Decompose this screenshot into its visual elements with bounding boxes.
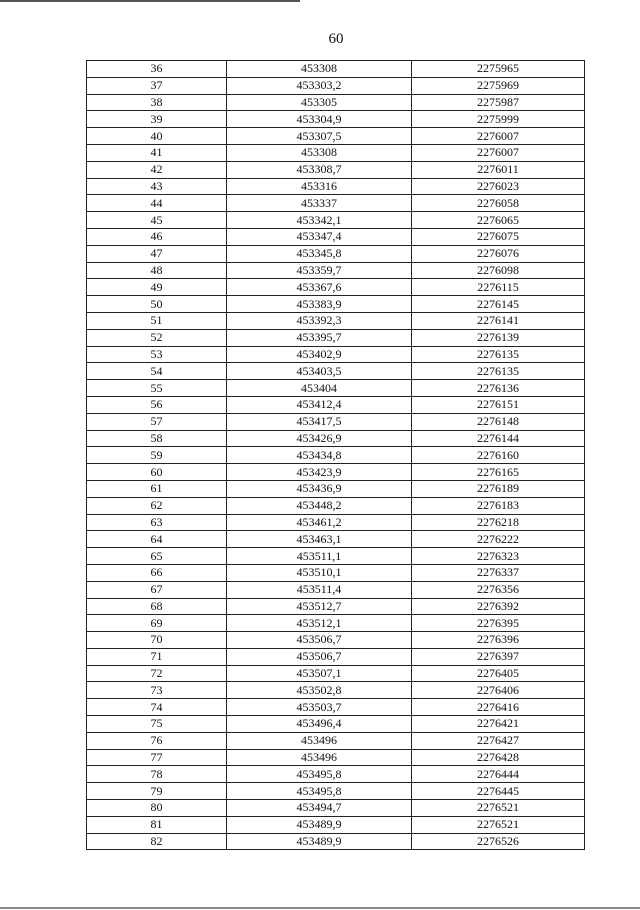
x-coordinate-cell: 453496	[227, 749, 412, 766]
point-number-cell: 82	[87, 833, 227, 850]
x-coordinate-cell: 453412,4	[227, 396, 412, 413]
y-coordinate-cell: 2276148	[412, 413, 585, 430]
point-number-cell: 43	[87, 178, 227, 195]
y-coordinate-cell: 2276075	[412, 228, 585, 245]
table-row	[87, 615, 585, 632]
x-coordinate-cell: 453461,2	[227, 514, 412, 531]
point-number-cell: 73	[87, 682, 227, 699]
scan-edge-top	[0, 0, 300, 2]
y-coordinate-cell: 2276405	[412, 665, 585, 682]
x-coordinate-cell: 453403,5	[227, 363, 412, 380]
point-number-cell: 69	[87, 615, 227, 632]
point-number-cell: 41	[87, 144, 227, 161]
page-number: 60	[328, 31, 344, 47]
x-coordinate-cell: 453308	[227, 144, 412, 161]
y-coordinate-cell: 2276023	[412, 178, 585, 195]
point-number-cell: 58	[87, 430, 227, 447]
point-number-cell: 80	[87, 800, 227, 817]
x-coordinate-cell: 453496,4	[227, 716, 412, 733]
table-row	[87, 228, 585, 245]
x-coordinate-cell: 453392,3	[227, 312, 412, 329]
y-coordinate-cell: 2276098	[412, 262, 585, 279]
table-row	[87, 598, 585, 615]
y-coordinate-cell: 2275969	[412, 77, 585, 94]
x-coordinate-cell: 453489,9	[227, 833, 412, 850]
y-coordinate-cell: 2276396	[412, 632, 585, 649]
point-number-cell: 37	[87, 77, 227, 94]
x-coordinate-cell: 453337	[227, 195, 412, 212]
point-number-cell: 36	[87, 61, 227, 78]
point-number-cell: 81	[87, 816, 227, 833]
table-row	[87, 245, 585, 262]
point-number-cell: 67	[87, 581, 227, 598]
y-coordinate-cell: 2276521	[412, 800, 585, 817]
y-coordinate-cell: 2276165	[412, 464, 585, 481]
y-coordinate-cell: 2276416	[412, 699, 585, 716]
x-coordinate-cell: 453496	[227, 732, 412, 749]
x-coordinate-cell: 453303,2	[227, 77, 412, 94]
point-number-cell: 60	[87, 464, 227, 481]
table-row	[87, 833, 585, 850]
point-number-cell: 72	[87, 665, 227, 682]
y-coordinate-cell: 2276406	[412, 682, 585, 699]
point-number-cell: 39	[87, 111, 227, 128]
y-coordinate-cell: 2275965	[412, 61, 585, 78]
point-number-cell: 74	[87, 699, 227, 716]
y-coordinate-cell: 2276427	[412, 732, 585, 749]
table-row	[87, 380, 585, 397]
table-row	[87, 732, 585, 749]
table-row	[87, 111, 585, 128]
table-row	[87, 447, 585, 464]
point-number-cell: 68	[87, 598, 227, 615]
table-row	[87, 816, 585, 833]
y-coordinate-cell: 2276444	[412, 766, 585, 783]
y-coordinate-cell: 2276183	[412, 497, 585, 514]
x-coordinate-cell: 453316	[227, 178, 412, 195]
point-number-cell: 62	[87, 497, 227, 514]
table-row	[87, 514, 585, 531]
point-number-cell: 57	[87, 413, 227, 430]
x-coordinate-cell: 453503,7	[227, 699, 412, 716]
y-coordinate-cell: 2276145	[412, 296, 585, 313]
y-coordinate-cell: 2276323	[412, 548, 585, 565]
y-coordinate-cell: 2276144	[412, 430, 585, 447]
table-row	[87, 396, 585, 413]
point-number-cell: 61	[87, 480, 227, 497]
x-coordinate-cell: 453404	[227, 380, 412, 397]
table-row	[87, 699, 585, 716]
table-row	[87, 61, 585, 78]
x-coordinate-cell: 453494,7	[227, 800, 412, 817]
point-number-cell: 71	[87, 648, 227, 665]
x-coordinate-cell: 453512,1	[227, 615, 412, 632]
x-coordinate-cell: 453511,1	[227, 548, 412, 565]
table-row	[87, 682, 585, 699]
point-number-cell: 38	[87, 94, 227, 111]
y-coordinate-cell: 2276428	[412, 749, 585, 766]
table-row	[87, 195, 585, 212]
point-number-cell: 79	[87, 783, 227, 800]
y-coordinate-cell: 2276135	[412, 363, 585, 380]
x-coordinate-cell: 453436,9	[227, 480, 412, 497]
table-row	[87, 531, 585, 548]
y-coordinate-cell: 2276065	[412, 212, 585, 229]
y-coordinate-cell: 2276189	[412, 480, 585, 497]
table-row	[87, 464, 585, 481]
table-row	[87, 783, 585, 800]
table-row	[87, 94, 585, 111]
y-coordinate-cell: 2276136	[412, 380, 585, 397]
x-coordinate-cell: 453307,5	[227, 128, 412, 145]
table-row	[87, 161, 585, 178]
table-row	[87, 766, 585, 783]
y-coordinate-cell: 2276115	[412, 279, 585, 296]
table-row	[87, 279, 585, 296]
x-coordinate-cell: 453502,8	[227, 682, 412, 699]
point-number-cell: 70	[87, 632, 227, 649]
x-coordinate-cell: 453308	[227, 61, 412, 78]
table-row	[87, 665, 585, 682]
y-coordinate-cell: 2276007	[412, 144, 585, 161]
x-coordinate-cell: 453506,7	[227, 648, 412, 665]
table-row	[87, 212, 585, 229]
scan-edge-bottom	[0, 907, 640, 909]
point-number-cell: 78	[87, 766, 227, 783]
point-number-cell: 53	[87, 346, 227, 363]
coordinates-table	[86, 60, 585, 850]
y-coordinate-cell: 2276139	[412, 329, 585, 346]
table-row	[87, 144, 585, 161]
x-coordinate-cell: 453495,8	[227, 766, 412, 783]
x-coordinate-cell: 453448,2	[227, 497, 412, 514]
table-row	[87, 312, 585, 329]
point-number-cell: 55	[87, 380, 227, 397]
table-row	[87, 800, 585, 817]
x-coordinate-cell: 453367,6	[227, 279, 412, 296]
x-coordinate-cell: 453495,8	[227, 783, 412, 800]
table-row	[87, 413, 585, 430]
point-number-cell: 45	[87, 212, 227, 229]
point-number-cell: 75	[87, 716, 227, 733]
x-coordinate-cell: 453506,7	[227, 632, 412, 649]
table-row	[87, 716, 585, 733]
x-coordinate-cell: 453383,9	[227, 296, 412, 313]
table-row	[87, 77, 585, 94]
table-row	[87, 749, 585, 766]
point-number-cell: 64	[87, 531, 227, 548]
x-coordinate-cell: 453434,8	[227, 447, 412, 464]
x-coordinate-cell: 453510,1	[227, 564, 412, 581]
table-row	[87, 548, 585, 565]
point-number-cell: 49	[87, 279, 227, 296]
table-row	[87, 648, 585, 665]
y-coordinate-cell: 2276007	[412, 128, 585, 145]
y-coordinate-cell: 2275999	[412, 111, 585, 128]
y-coordinate-cell: 2276421	[412, 716, 585, 733]
table-row	[87, 480, 585, 497]
y-coordinate-cell: 2275987	[412, 94, 585, 111]
x-coordinate-cell: 453347,4	[227, 228, 412, 245]
point-number-cell: 46	[87, 228, 227, 245]
y-coordinate-cell: 2276160	[412, 447, 585, 464]
x-coordinate-cell: 453507,1	[227, 665, 412, 682]
point-number-cell: 77	[87, 749, 227, 766]
point-number-cell: 76	[87, 732, 227, 749]
y-coordinate-cell: 2276356	[412, 581, 585, 598]
y-coordinate-cell: 2276445	[412, 783, 585, 800]
table-row	[87, 430, 585, 447]
table-row	[87, 128, 585, 145]
point-number-cell: 42	[87, 161, 227, 178]
point-number-cell: 63	[87, 514, 227, 531]
point-number-cell: 65	[87, 548, 227, 565]
point-number-cell: 52	[87, 329, 227, 346]
table-row	[87, 497, 585, 514]
y-coordinate-cell: 2276058	[412, 195, 585, 212]
point-number-cell: 44	[87, 195, 227, 212]
y-coordinate-cell: 2276076	[412, 245, 585, 262]
y-coordinate-cell: 2276135	[412, 346, 585, 363]
x-coordinate-cell: 453308,7	[227, 161, 412, 178]
y-coordinate-cell: 2276392	[412, 598, 585, 615]
point-number-cell: 50	[87, 296, 227, 313]
table-row	[87, 581, 585, 598]
x-coordinate-cell: 453417,5	[227, 413, 412, 430]
y-coordinate-cell: 2276141	[412, 312, 585, 329]
x-coordinate-cell: 453463,1	[227, 531, 412, 548]
point-number-cell: 66	[87, 564, 227, 581]
table-row	[87, 363, 585, 380]
y-coordinate-cell: 2276222	[412, 531, 585, 548]
y-coordinate-cell: 2276218	[412, 514, 585, 531]
x-coordinate-cell: 453511,4	[227, 581, 412, 598]
x-coordinate-cell: 453489,9	[227, 816, 412, 833]
point-number-cell: 54	[87, 363, 227, 380]
table-row	[87, 632, 585, 649]
point-number-cell: 48	[87, 262, 227, 279]
table-row	[87, 178, 585, 195]
x-coordinate-cell: 453305	[227, 94, 412, 111]
point-number-cell: 59	[87, 447, 227, 464]
table-row	[87, 296, 585, 313]
table-row	[87, 329, 585, 346]
coordinates-table-body	[87, 61, 585, 850]
x-coordinate-cell: 453426,9	[227, 430, 412, 447]
x-coordinate-cell: 453395,7	[227, 329, 412, 346]
x-coordinate-cell: 453359,7	[227, 262, 412, 279]
x-coordinate-cell: 453304,9	[227, 111, 412, 128]
x-coordinate-cell: 453345,8	[227, 245, 412, 262]
point-number-cell: 51	[87, 312, 227, 329]
x-coordinate-cell: 453342,1	[227, 212, 412, 229]
point-number-cell: 56	[87, 396, 227, 413]
point-number-cell: 47	[87, 245, 227, 262]
table-row	[87, 262, 585, 279]
x-coordinate-cell: 453512,7	[227, 598, 412, 615]
y-coordinate-cell: 2276526	[412, 833, 585, 850]
x-coordinate-cell: 453402,9	[227, 346, 412, 363]
y-coordinate-cell: 2276011	[412, 161, 585, 178]
y-coordinate-cell: 2276395	[412, 615, 585, 632]
x-coordinate-cell: 453423,9	[227, 464, 412, 481]
y-coordinate-cell: 2276151	[412, 396, 585, 413]
table-row	[87, 564, 585, 581]
y-coordinate-cell: 2276521	[412, 816, 585, 833]
y-coordinate-cell: 2276337	[412, 564, 585, 581]
y-coordinate-cell: 2276397	[412, 648, 585, 665]
point-number-cell: 40	[87, 128, 227, 145]
table-row	[87, 346, 585, 363]
